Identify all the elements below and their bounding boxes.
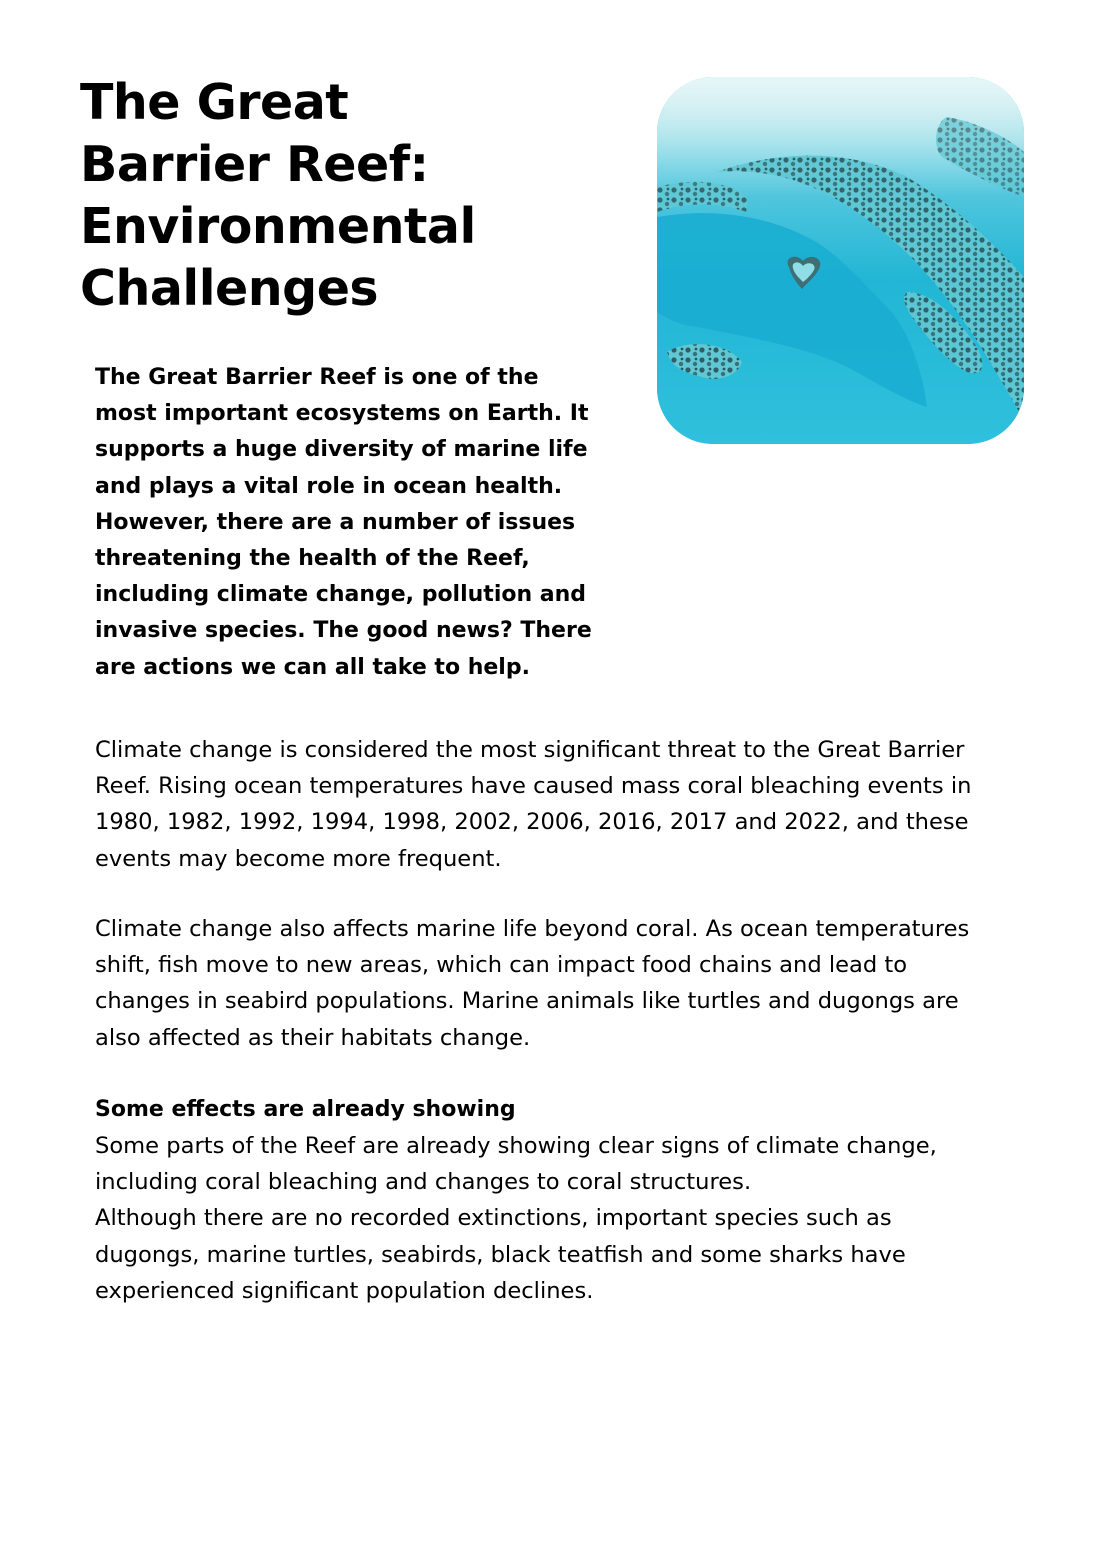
intro-line: threatening the health of the Reef,	[95, 546, 530, 572]
paragraph-line: experienced significant population declines.	[95, 1277, 594, 1304]
paragraph-line: including coral bleaching and changes to coral structures.	[95, 1169, 752, 1196]
title-line: Barrier Reef:	[80, 136, 429, 193]
paragraph-line: shift, fish move to new areas, which can impact food chains and lead to	[95, 952, 908, 979]
intro-line: invasive species. The good news? There	[95, 618, 592, 644]
paragraph-line: Reef. Rising ocean temperatures have caused mass coral bleaching events in	[95, 773, 972, 800]
marine-life-paragraph	[95, 911, 1035, 1056]
effects-paragraph	[95, 1128, 1035, 1309]
paragraph-line: Although there are no recorded extinctions, important species such as	[95, 1205, 892, 1232]
intro-paragraph	[95, 360, 635, 686]
title-line: The Great	[80, 74, 349, 131]
reef-aerial-photo	[657, 77, 1024, 444]
paragraph-line: changes in seabird populations. Marine animals like turtles and dugongs are	[95, 988, 959, 1015]
intro-line: including climate change, pollution and	[95, 582, 587, 608]
paragraph-line: also affected as their habitats change.	[95, 1024, 531, 1051]
intro-line: The Great Barrier Reef is one of the	[95, 365, 539, 390]
title-line: Environmental	[80, 198, 476, 255]
intro-line: and plays a vital role in ocean health.	[95, 473, 563, 499]
page-title	[80, 72, 600, 320]
reef-photo-illustration	[657, 77, 1024, 444]
intro-line: are actions we can all take to help.	[95, 654, 530, 680]
intro-line: most important ecosystems on Earth. It	[95, 401, 589, 427]
title-line: Challenges	[80, 260, 379, 317]
paragraph-line: Some parts of the Reef are already showing clear signs of climate change,	[95, 1133, 937, 1159]
intro-line: However, there are a number of issues	[95, 509, 576, 535]
paragraph-line: Climate change also affects marine life beyond coral. As ocean temperatures	[95, 916, 970, 942]
intro-line: supports a huge diversity of marine life	[95, 437, 588, 463]
paragraph-line: events may become more frequent.	[95, 845, 502, 872]
section-heading: Some effects are already showing	[95, 1097, 516, 1122]
paragraph-line: 1980, 1982, 1992, 1994, 1998, 2002, 2006, 2016, 2017 and 2022, and these	[95, 809, 969, 836]
paragraph-line: Climate change is considered the most significant threat to the Great Barrier	[95, 737, 965, 763]
climate-threat-paragraph	[95, 732, 1035, 877]
paragraph-line: dugongs, marine turtles, seabirds, black teatfish and some sharks have	[95, 1241, 906, 1268]
